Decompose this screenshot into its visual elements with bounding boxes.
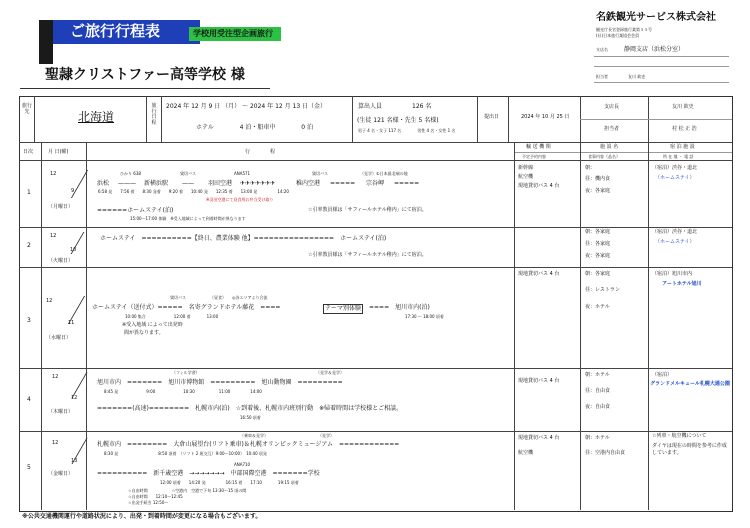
d1-note-teacher: ☆引率教員様は「サフィールホテル稚内」にて宿泊。 — [308, 207, 427, 213]
staff-label: 担当者 — [596, 74, 608, 79]
d1-line-a: ——— — [118, 180, 136, 187]
col-lodging-sub: 所 在 地 ・ 電 話 — [663, 154, 694, 159]
count-small: 男子 4 名・女子 117 名 男性 4 名・女性 1 名 — [358, 128, 456, 133]
branch-underline — [594, 56, 729, 57]
col-meals: 食事内容（品名） — [588, 154, 620, 159]
d1-place-wakkanai: 稚内空港 — [296, 180, 321, 187]
d1-small2: 貸切バス — [180, 171, 196, 176]
d5-transport-1: 航空機 — [518, 450, 534, 456]
d4-small1: （フィル学習） — [172, 370, 200, 375]
d2-note-teacher: ☆引率教員様は「サフィールホテル稚内」にて宿泊。 — [308, 252, 427, 258]
d3-small3: ◎各エリアより合流 — [232, 295, 268, 300]
mgr-label: 支店長 — [604, 104, 620, 110]
d5-small1: （乗車＆見学） — [240, 433, 268, 438]
d5-times1: 8:30 発 8:50 頃着 （リフト 2 班交互）9:00～10:00） 10:40 頃発 — [104, 451, 267, 456]
issue-date: 2024 年 10 月 25 日 — [521, 114, 570, 120]
day-dow: （金曜日） — [48, 471, 74, 477]
day-number: 5 — [27, 464, 31, 471]
d3-times1b: 17:30 〜 18:00 頃着 — [405, 314, 444, 319]
col-div-5 — [648, 142, 649, 510]
d3-meal-1: 昼：レストラン — [585, 287, 620, 293]
d4-lodging2: グランドメルキュール札幌大通公園 — [650, 381, 730, 387]
d1-small3: ANA571 — [234, 171, 251, 176]
col-div-1 — [41, 142, 42, 510]
div-issue — [477, 96, 478, 142]
row-sep-1 — [19, 227, 732, 228]
d4-line1: 旭川市内 ======= 旭川市博物館 ========= 旭山動物園 ========= — [97, 379, 343, 386]
d1-times1: 6:58 発 7:56 着 8:30 発着 9:20 着 10:40 発 12:35 着 13:00 発 14:20 — [98, 189, 289, 194]
day-number: 4 — [27, 396, 31, 403]
d2-lodging: （宿泊）渋谷・道北 — [652, 229, 698, 235]
d1-times2: 15:00～17:00 体験 ※受入地域によって到着時間が異なります — [130, 216, 246, 221]
d5-line2: ========== 新千歳空港 →→→→→→→ 中部国際空港 =======学校 — [97, 470, 320, 477]
d1-note1: ※羽田空港にて昼食用お弁当受け取り — [206, 197, 274, 202]
summary-bottom — [19, 142, 732, 143]
row-sep-2 — [19, 267, 732, 268]
row-sep-3 — [19, 368, 732, 369]
d2-line1: ホームステイ ==========【終日、農業体験 他】================ ホームステイ(泊) — [100, 235, 387, 242]
d1-transport-0: 新幹線 — [518, 165, 534, 171]
branch-label: 支店名 — [596, 47, 608, 52]
d1-lodging: （宿泊）渋谷・道北 — [652, 165, 698, 171]
d1-transport-1: 航空機 — [518, 174, 534, 180]
col-date: 月 日(曜) — [48, 149, 69, 155]
d1-place-hamamatsu: 浜松 — [97, 180, 110, 187]
d5-line1: 札幌市内 ======== 大倉山展望台(リフト乗車)＆札幌オリンピックミュージアム ============ — [97, 441, 400, 448]
day-month: 12 — [50, 233, 57, 239]
d3-line1: ホームステイ（送付式）===== 名寄グランドホテル藤花 ==== — [92, 304, 281, 311]
col-transport: 輸 送 機 関 — [526, 144, 551, 150]
div-dest — [146, 96, 147, 142]
d4-times1: 8:45 発 9:00 10:30 11:00 14:00 — [104, 389, 262, 394]
d2-meal-1: 昼：各家庭 — [585, 241, 611, 247]
d3-note1: ※受入地域 によって出発時 — [122, 322, 183, 328]
dest-label — [22, 104, 32, 115]
d2-meal-0: 朝：各家庭 — [585, 229, 611, 235]
day-dow: （火曜日） — [48, 258, 74, 264]
d4-lodging: （宿泊） — [652, 372, 673, 378]
d1-place-shinyoko: 新横浜駅 — [144, 180, 169, 187]
d1-small1: ひかり 638 — [120, 171, 141, 176]
d1-lodging2: （ホームステイ） — [655, 175, 695, 181]
col-div-2 — [86, 142, 87, 510]
day-date: 11 — [68, 320, 75, 326]
d2-meal-2: 夜：各家庭 — [585, 253, 611, 259]
day-date: 9 — [71, 188, 75, 194]
footer-note: ※公共交通機関運行や道路状況により、出発・到着時間が変更になる場合もございます。 — [22, 513, 262, 520]
d2-lodging2: （ホームステイ） — [655, 239, 695, 245]
col-transport-sub: 予定予約内容 — [522, 154, 546, 159]
d4-line2: =======(高速)======== 札幌市内(泊) ☆到着後、札幌市内班別行動 ※帰着時間は学校様とご相談。 — [97, 405, 403, 412]
addr-underline — [594, 66, 729, 67]
d3-transport-0: 現地貸切バス 4 台 — [518, 271, 560, 277]
day-dow: （木曜日） — [48, 409, 74, 415]
d3-meal-0: 朝：各家庭 — [585, 271, 611, 277]
dest-label-text: 旅行先 — [22, 103, 33, 115]
day-dow: （水曜日） — [46, 335, 72, 341]
period-label-text: 旅行日程 — [151, 103, 157, 126]
div-issue2 — [508, 96, 509, 142]
d5-small3: ANA710 — [234, 462, 251, 467]
d3-lodging2: アートホテル旭川 — [662, 281, 702, 287]
badge-text: 学校用受注型企画旅行 — [193, 29, 273, 38]
d5-times3: ☆自由時間 ☆空港内 空港で下旬 13:30～15 頃の間 — [128, 488, 247, 493]
div-count — [352, 96, 353, 142]
day-number: 1 — [27, 189, 31, 196]
d4-meal-2: 夜：自由食 — [585, 404, 611, 410]
col-facility: 施 設 名 — [600, 144, 619, 150]
d3-meal-2: 夜：ホテル — [585, 304, 610, 310]
col-div-3 — [514, 142, 515, 510]
day-month: 12 — [52, 374, 59, 380]
company-reg: 観光庁長官登録旅行業第５５号 — [596, 27, 652, 32]
d5-times2: 12:00 頃着 14:20 発 16:15 着 17:10 19:15 頃着 — [160, 480, 299, 485]
d1-line-c: ✈✈✈✈✈✈✈ — [240, 180, 276, 187]
day-month: 12 — [46, 298, 53, 304]
rep-label: 担当者 — [604, 126, 620, 132]
d1-line2: ======ホームステイ(泊) — [97, 207, 174, 214]
company-name: 名鉄観光サービス株式会社 — [596, 12, 716, 23]
d5-lodging: ☆列車・航空機について — [652, 433, 707, 439]
d4-times2: 16:50 頃着 — [240, 415, 261, 420]
mgr-value: 友川 欽史 — [672, 104, 694, 110]
d3-line1c: ==== 旭川市内(泊) — [369, 304, 430, 311]
d1-line-d: ===== — [330, 180, 356, 187]
d1-transport-2: 現地貸切バス 4 台 — [518, 183, 560, 189]
d1-meal-2: 夜：各家庭 — [585, 188, 611, 194]
title-text: ご旅行行程表 — [70, 22, 161, 40]
d1-small4: 貸切バス — [312, 171, 328, 176]
header-subrow — [514, 152, 732, 153]
company-assoc: (社)日本旅行業協会会員 — [596, 33, 640, 38]
day-month: 12 — [52, 440, 59, 446]
day-number: 2 — [27, 242, 31, 249]
day-date: 12 — [71, 395, 78, 401]
d3-lodging: （宿泊）旭川市内 — [652, 271, 693, 277]
d4-small2: （見学＆見学） — [316, 370, 344, 375]
d4-transport-0: 現地貸切バス 4 台 — [518, 378, 560, 384]
count: 126 名 — [412, 103, 432, 110]
school-underline — [20, 88, 270, 89]
col-div-4 — [580, 142, 581, 510]
d1-line-b: —— — [182, 180, 194, 187]
d1-meal-1: 昼：機内食 — [585, 176, 611, 182]
title-band — [39, 20, 53, 64]
staff-value: 友川 欽史 — [628, 74, 646, 79]
div-mgr-row — [580, 119, 732, 120]
day-date: 10 — [70, 247, 77, 253]
div-period-label — [161, 96, 162, 142]
d3-small1: 貸切バス — [170, 295, 186, 300]
d1-place-haneda: 羽田空港 — [208, 180, 233, 187]
count-detail: (生徒 121 名様・先生 5 名様) — [357, 117, 439, 124]
day-date: 13 — [71, 458, 78, 464]
day-dow: （月曜日） — [48, 204, 74, 210]
col-day: 日次 — [23, 149, 34, 155]
d5-lodging2: ダイヤは現在の時間を参考に作成しています。 — [652, 443, 727, 456]
d3-small2: （昼食） — [210, 295, 226, 300]
d3-theme: テーマ別体験 — [325, 305, 362, 312]
d1-line-e: ===== — [394, 180, 420, 187]
d3-times1: 10:00 集合 12:00 着 13:00 — [125, 314, 219, 319]
d5-meal-0: 朝：ホテル — [585, 435, 610, 441]
div-dest-label — [34, 96, 35, 142]
stay: ホテル 4 泊・船車中 0 泊 — [196, 124, 313, 131]
d1-place-soya: 宗谷岬 — [366, 180, 385, 187]
d5-transport-0: 現地貸切バス 4 台 — [518, 435, 560, 441]
period-label — [150, 104, 158, 126]
issue-label: 提出日 — [484, 114, 500, 120]
header-row-bottom — [19, 160, 732, 161]
count-label: 算出人員 — [358, 103, 383, 110]
day-number: 3 — [27, 317, 31, 324]
d4-meal-1: 昼：自由食 — [585, 388, 611, 394]
school-name: 聖隷クリストファー高等学校 様 — [45, 67, 245, 83]
staff-underline — [594, 82, 729, 83]
d3-note2: 間が異なります。 — [124, 330, 164, 336]
col-lodging: 宿 泊 施 設 — [670, 144, 695, 150]
day-month: 12 — [50, 171, 57, 177]
col-itinerary: 行 程 — [245, 149, 276, 155]
d5-small2: （見学） — [318, 433, 334, 438]
d5-times4: ☆自由時間 12:10～12:45 — [128, 494, 183, 499]
row-sep-4 — [19, 431, 732, 432]
d1-meal-0: 朝： — [585, 165, 596, 171]
destination: 北海道 — [78, 110, 115, 124]
d5-meal-1: 昼：空港内自由食 — [585, 450, 626, 456]
d4-meal-0: 朝：ホテル — [585, 372, 610, 378]
rep-value: 村 松 正 浩 — [672, 126, 697, 132]
branch-value: 静岡支店（浜松分室） — [624, 46, 685, 53]
d1-small5: （見学）①日本最北端の地 — [360, 171, 408, 176]
d5-times5: ☆出発手続き 12:50～ — [128, 500, 169, 505]
period: 2024 年 12 月 9 日 （月） ～ 2024 年 12 月 13 日（金） — [166, 103, 327, 110]
